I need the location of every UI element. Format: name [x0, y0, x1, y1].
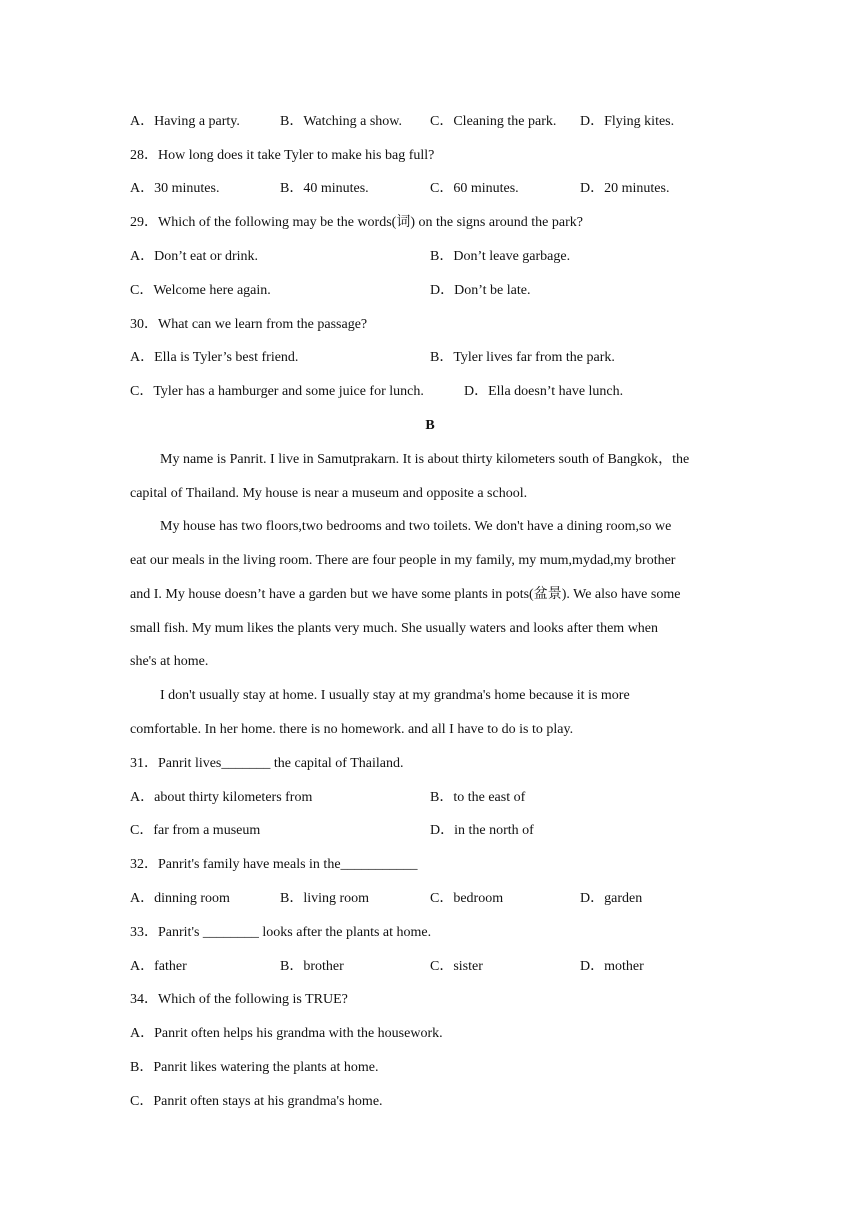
q32-option-d: D．garden: [580, 891, 643, 906]
q31-option-c: C．far from a museum: [130, 823, 261, 838]
q34-option-c: C．Panrit often stays at his grandma's home.: [130, 1094, 383, 1109]
q31-option-b: B．to the east of: [430, 790, 526, 805]
q31-option-d: D．in the north of: [430, 823, 534, 838]
q34-question: 34．Which of the following is TRUE?: [130, 992, 348, 1007]
passage-line: capital of Thailand. My house is near a museum and opposite a school.: [130, 486, 528, 501]
q33-option-b: B．brother: [280, 959, 344, 974]
passage-line: small fish. My mum likes the plants very much. She usually waters and looks after them when: [130, 621, 659, 636]
passage-line: I don't usually stay at home. I usually stay at my grandma's home because it is more: [160, 688, 630, 703]
q30-option-c: C．Tyler has a hamburger and some juice for lunch.: [130, 384, 424, 399]
q30-option-d: D．Ella doesn’t have lunch.: [464, 384, 624, 399]
q28-option-b: B．40 minutes.: [280, 181, 369, 196]
q27-option-c: C．Cleaning the park.: [430, 114, 557, 129]
q33-option-d: D．mother: [580, 959, 644, 974]
q32-option-a: A．dinning room: [130, 891, 230, 906]
q32-option-b: B．living room: [280, 891, 370, 906]
passage-line: and I. My house doesn’t have a garden but we have some plants in pots(盆景). We also have some: [130, 587, 681, 602]
q31-question: 31．Panrit lives_______ the capital of Thailand.: [130, 756, 404, 771]
passage-line: eat our meals in the living room. There are four people in my family, my mum,mydad,my brother: [130, 553, 676, 568]
passage-line: My house has two floors,two bedrooms and two toilets. We don't have a dining room,so we: [160, 519, 672, 534]
q33-option-c: C．sister: [430, 959, 483, 974]
q29-option-b: B．Don’t leave garbage.: [430, 249, 571, 264]
q27-option-b: B．Watching a show.: [280, 114, 403, 129]
q28-option-d: D．20 minutes.: [580, 181, 670, 196]
q33-option-a: A．father: [130, 959, 187, 974]
q29-option-d: D．Don’t be late.: [430, 283, 531, 298]
passage-line: comfortable. In her home. there is no homework. and all I have to do is to play.: [130, 722, 574, 737]
q30-option-b: B．Tyler lives far from the park.: [430, 350, 615, 365]
q34-option-b: B．Panrit likes watering the plants at home.: [130, 1060, 379, 1075]
q32-question: 32．Panrit's family have meals in the___________: [130, 857, 418, 872]
passage-line: she's at home.: [130, 654, 209, 669]
passage-line: My name is Panrit. I live in Samutprakarn. It is about thirty kilometers south of Bangkok，the: [160, 452, 690, 467]
q27-option-a: A．Having a party.: [130, 114, 240, 129]
q28-question: 28．How long does it take Tyler to make his bag full?: [130, 148, 435, 163]
q27-option-d: D．Flying kites.: [580, 114, 675, 129]
q34-option-a: A．Panrit often helps his grandma with the housework.: [130, 1026, 443, 1041]
section-heading: B: [425, 418, 435, 433]
q32-option-c: C．bedroom: [430, 891, 504, 906]
q31-option-a: A．about thirty kilometers from: [130, 790, 313, 805]
q30-question: 30．What can we learn from the passage?: [130, 317, 368, 332]
q29-option-c: C．Welcome here again.: [130, 283, 271, 298]
q30-option-a: A．Ella is Tyler’s best friend.: [130, 350, 299, 365]
q29-option-a: A．Don’t eat or drink.: [130, 249, 259, 264]
q28-option-c: C．60 minutes.: [430, 181, 519, 196]
q33-question: 33．Panrit's ________ looks after the plants at home.: [130, 925, 432, 940]
q29-question: 29．Which of the following may be the words(词) on the signs around the park?: [130, 215, 583, 230]
q28-option-a: A．30 minutes.: [130, 181, 220, 196]
